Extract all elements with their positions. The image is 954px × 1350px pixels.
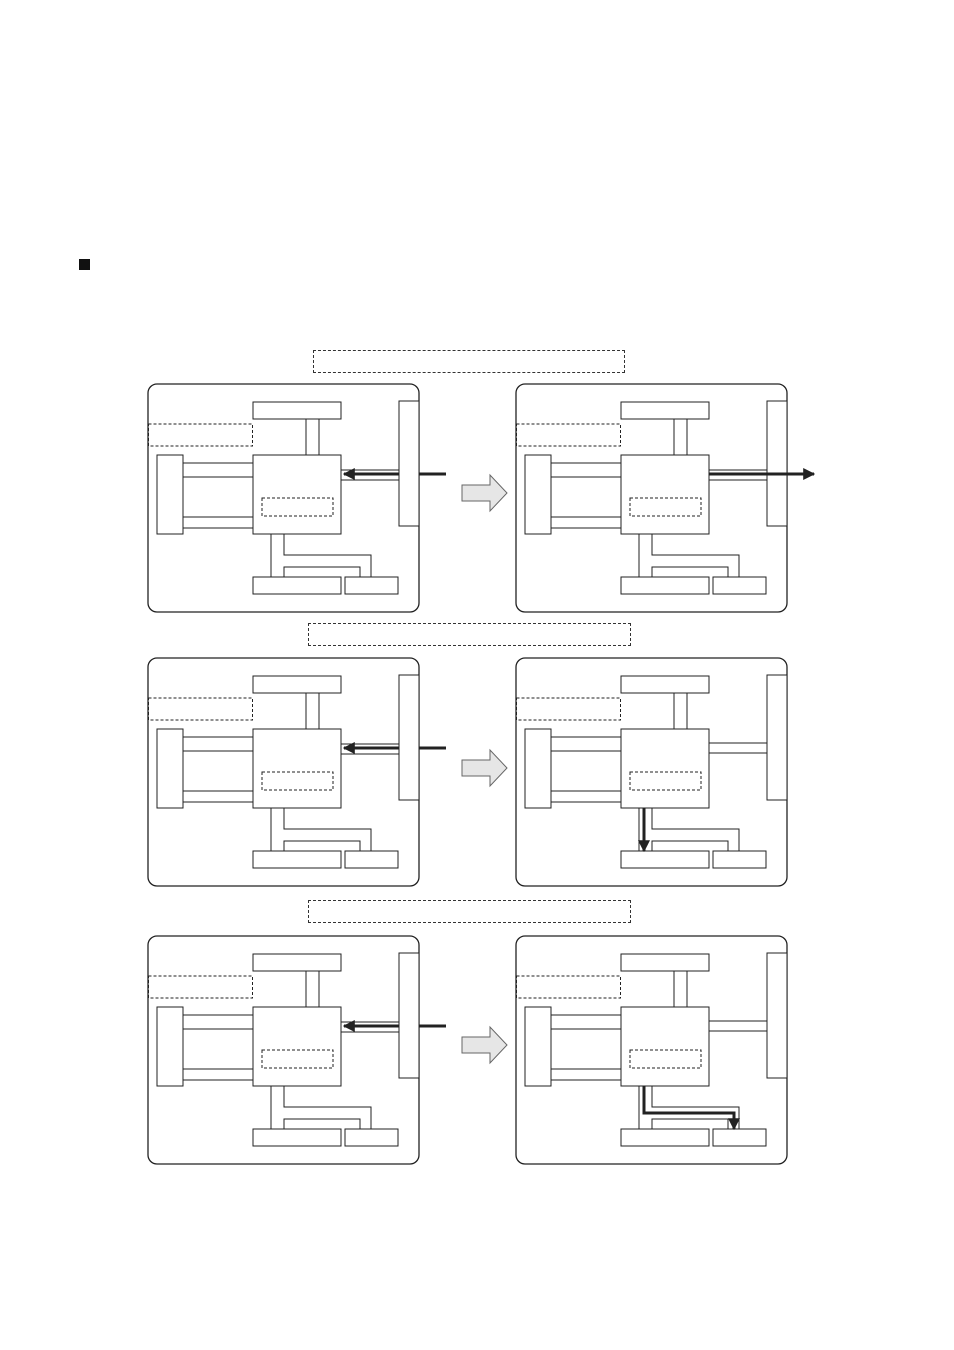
top-block [253,954,341,971]
bottom-block-right [345,1129,398,1146]
bottom-block-right [713,851,766,868]
dashed-label-box [517,698,621,720]
right-bus [767,675,787,800]
bottom-block-left [253,577,341,594]
right-bus [767,953,787,1078]
top-block [621,402,709,419]
top-block [621,676,709,693]
bottom-block-right [345,577,398,594]
dashed-label-box [149,976,253,998]
central-block [621,455,709,534]
connector [284,1119,360,1129]
left-block [525,1007,551,1086]
bottom-block-left [253,1129,341,1146]
connector [652,534,739,577]
top-block [253,402,341,419]
dashed-label-box [149,698,253,720]
right-bus [767,401,787,526]
dashed-label-box [517,424,621,446]
bottom-block-right [713,1129,766,1146]
transition-arrow-icon [462,750,507,786]
central-block [253,1007,341,1086]
bottom-block-left [621,1129,709,1146]
central-block [621,729,709,808]
left-block [157,1007,183,1086]
bottom-block-right [713,577,766,594]
dashed-label-box [149,424,253,446]
connector [652,567,728,577]
left-block [157,455,183,534]
connector [652,808,739,851]
bottom-block-right [345,851,398,868]
connector [284,534,371,577]
central-block [253,729,341,808]
connector [284,1086,371,1129]
bottom-block-left [621,851,709,868]
left-block [157,729,183,808]
connector [284,841,360,851]
central-block [621,1007,709,1086]
transition-arrow-icon [462,1027,507,1063]
left-block [525,729,551,808]
left-block [525,455,551,534]
connector [652,1086,739,1129]
bottom-block-left [621,577,709,594]
right-bus [399,675,419,800]
connector [284,567,360,577]
connector [652,841,728,851]
right-bus [399,953,419,1078]
bottom-block-left [253,851,341,868]
connector [284,808,371,851]
top-block [253,676,341,693]
transition-arrow-icon [462,475,507,511]
connector [652,1119,728,1129]
central-block [253,455,341,534]
right-bus [399,401,419,526]
top-block [621,954,709,971]
dashed-label-box [517,976,621,998]
